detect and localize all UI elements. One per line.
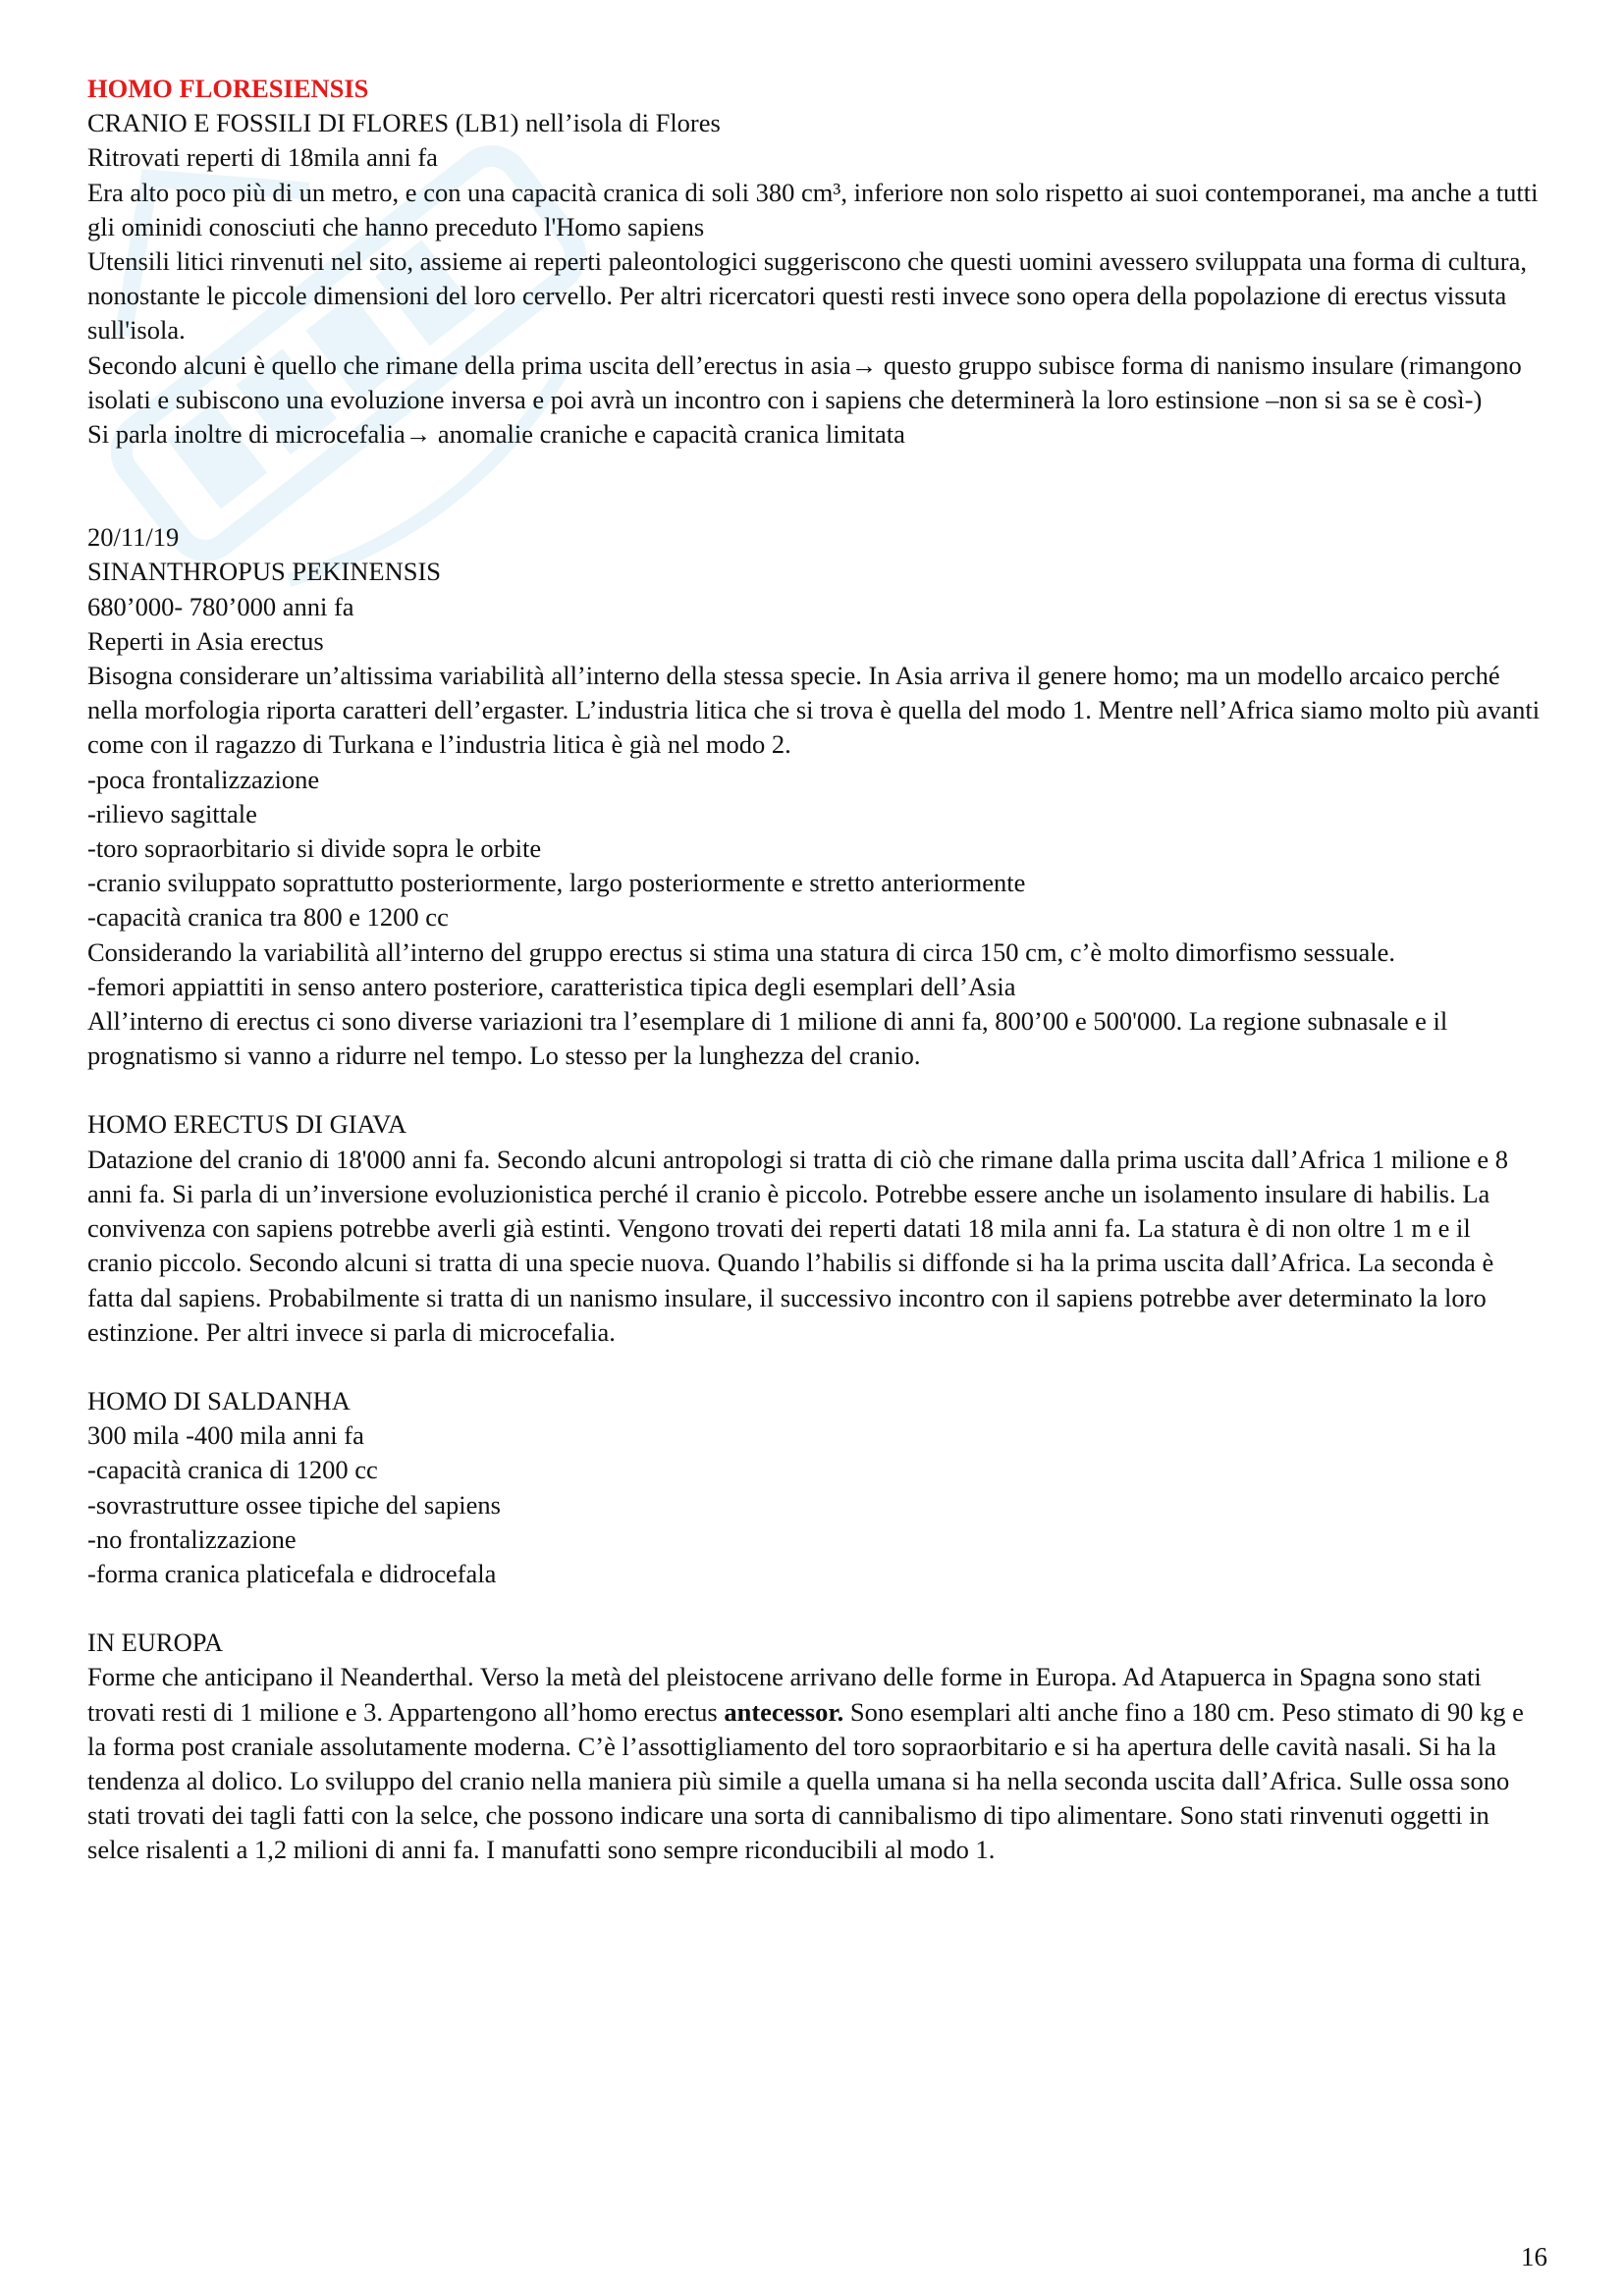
text-paragraph: Utensili litici rinvenuti nel sito, assieme ai reperti paleontologici suggeriscono che questi uomini avessero sviluppata una forma di cultura, nonostante le piccole dimensioni del loro cervello. Per altri ricercatori questi resti invece sono opera della popolazione di erectus vissuta sull'isola. [87, 246, 1527, 346]
list-item: -forma cranica platicefala e didrocefala [87, 1558, 497, 1588]
lecture-date: 20/11/19 [87, 522, 180, 553]
list-item: -no frontalizzazione [87, 1523, 297, 1554]
section-title-floresiensis: HOMO FLORESIENSIS [87, 74, 369, 103]
list-item: -cranio sviluppato soprattutto posteriormente, largo posteriormente e stretto anteriormente [87, 868, 1026, 898]
text-line: CRANIO E FOSSILI DI FLORES (LB1) nell’isola di Flores [87, 108, 721, 138]
list-item: -capacità cranica tra 800 e 1200 cc [87, 902, 449, 933]
text-line: Si parla inoltre di microcefalia→ anomalie craniche e capacità cranica limitata [87, 419, 905, 450]
paragraph-text: Sono esemplari alti anche fino a 180 cm. Peso stimato di 90 kg e la forma post craniale assolutamente moderna. C’è l’assottigliamento del toro sopraorbitario e si ha apertura delle cavità nasali. Si ha la tendenza al dolico. Lo sviluppo del cranio nella maniera più simile a quella umana si ha nella seconda uscita dall’Africa. Sulle ossa sono stati trovati dei tagli fatti con la selce, che possono indicare una sorta di cannibalismo di tipo alimentare. Sono stati rinvenuti oggetti in selce risalenti a 1,2 milioni di anni fa. I manufatti sono sempre riconducibili al modo 1. [87, 1696, 1524, 1865]
list-item: -femori appiattiti in senso antero posteriore, caratteristica tipica degli esemplari dell’Asia [87, 971, 1016, 1001]
list-item: -toro sopraorbitario si divide sopra le orbite [87, 833, 542, 864]
list-item: -capacità cranica di 1200 cc [87, 1455, 378, 1485]
list-item: -poca frontalizzazione [87, 764, 320, 794]
text-paragraph: Secondo alcuni è quello che rimane della prima uscita dell’erectus in asia→ questo gruppo subisce forma di nanismo insulare (rimangono isolati e subiscono una evoluzione inversa e poi avrà un incontro con i sapiens che determinerà la loro estinsione –non si sa se è così-) [87, 349, 1522, 414]
text-paragraph: Datazione del cranio di 18'000 anni fa. Secondo alcuni antropologi si tratta di ciò che rimane dalla prima uscita dall’Africa 1 milione e 8 anni fa. Si parla di un’inversione evoluzionistica perché il cranio è piccolo. Potrebbe essere anche un isolamento insulare di habilis. La convivenza con sapiens potrebbe averli già estinti. Vengono trovati dei reperti datati 18 mila anni fa. La statura è di non oltre 1 m e il cranio piccolo. Secondo alcuni si tratta di una specie nuova. Quando l’habilis si diffonde si ha la prima uscita dall’Africa. La seconda è fatta dal sapiens. Probabilmente si tratta di un nanismo insulare, il successivo incontro con il sapiens potrebbe aver determinato la loro estinzione. Per altri invece si parla di microcefalia. [87, 1144, 1509, 1347]
text-paragraph [87, 1660, 1541, 1867]
section-title-saldanha: HOMO DI SALDANHA [87, 1385, 351, 1415]
text-paragraph: Considerando la variabilità all’interno del gruppo erectus si stima una statura di circa 150 cm, c’è molto dimorfismo sessuale. [87, 936, 1395, 967]
text-paragraph: Era alto poco più di un metro, e con una capacità cranica di soli 380 cm³, inferiore non solo rispetto ai suoi contemporanei, ma anche a tutti gli ominidi conosciuti che hanno preceduto l'Homo sapiens [87, 177, 1539, 241]
text-line: Reperti in Asia erectus [87, 625, 324, 656]
section-title-europa: IN EUROPA [87, 1628, 224, 1658]
paragraph-text: Forme che anticipano il Neanderthal. Verso la metà del pleistocene arrivano delle forme in Europa. Ad Atapuerca in Spagna sono stati trovati resti di 1 milione e 3. Appartengono all’homo erectus [87, 1662, 1482, 1727]
section-title-pekinensis: SINANTHROPUS PEKINENSIS [87, 557, 442, 587]
text-line: 680’000- 780’000 anni fa [87, 591, 354, 621]
text-line: Ritrovati reperti di 18mila anni fa [87, 142, 438, 173]
text-line: 300 mila -400 mila anni fa [87, 1420, 364, 1451]
list-item: -sovrastrutture ossee tipiche del sapiens [87, 1489, 501, 1520]
page-number: 16 [1521, 2242, 1547, 2271]
list-item: -rilievo sagittale [87, 798, 257, 828]
bold-term: antecessor. [724, 1696, 844, 1727]
text-paragraph: Bisogna considerare un’altissima variabilità all’interno della stessa specie. In Asia arriva il genere homo; ma un modello arcaico perché nella morfologia riporta caratteri dell’ergaster. L’industria litica che si trova è quella del modo 1. Mentre nell’Africa siamo molto più avanti come con il ragazzo di Turkana e l’industria litica è già nel modo 2. [87, 661, 1541, 760]
document-body [87, 72, 1541, 1868]
section-title-giava: HOMO ERECTUS DI GIAVA [87, 1109, 407, 1140]
text-paragraph: All’interno di erectus ci sono diverse variazioni tra l’esemplare di 1 milione di anni fa, 800’00 e 500'000. La regione subnasale e il prognatismo si vanno a ridurre nel tempo. Lo stesso per la lunghezza del cranio. [87, 1006, 1448, 1071]
